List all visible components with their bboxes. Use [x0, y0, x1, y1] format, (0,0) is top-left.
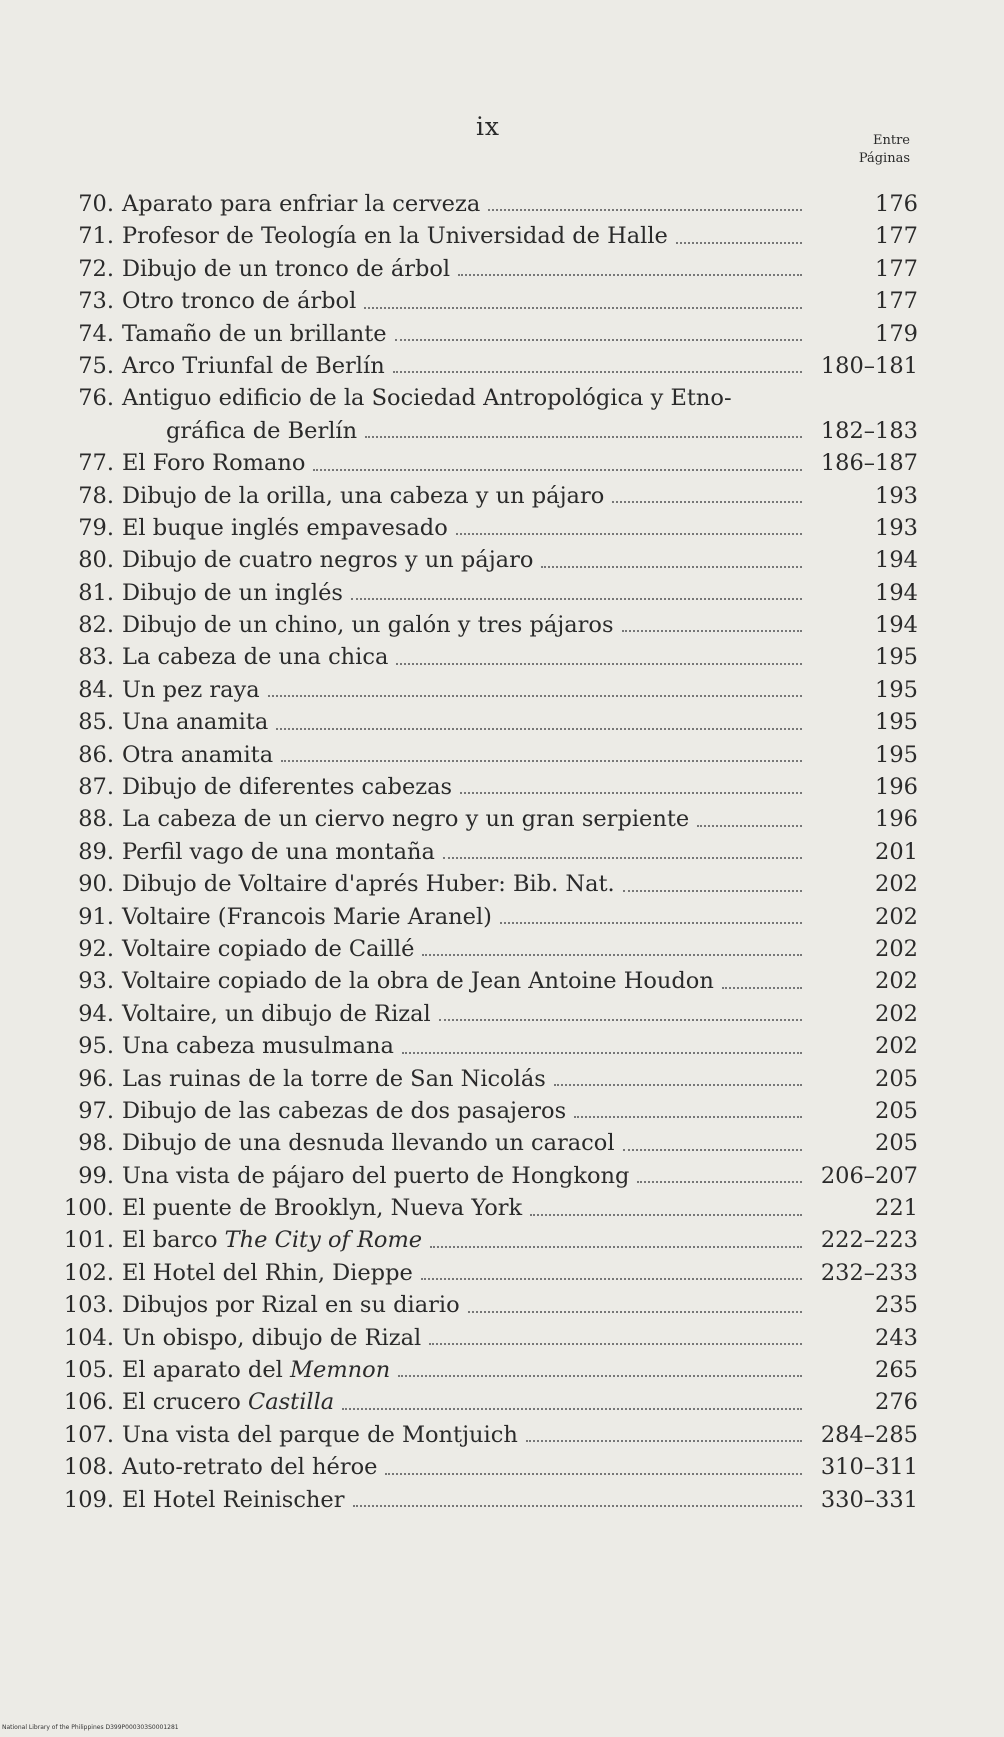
entry-title: Voltaire (Francois Marie Aranel)	[122, 903, 492, 930]
entry-page: 195	[875, 741, 918, 768]
leader-dots	[353, 1504, 803, 1507]
leader-dots	[554, 1083, 802, 1086]
entry-number: 77.	[78, 450, 114, 477]
entry-page: 222–223	[820, 1227, 918, 1254]
entry-title: gráfica de Berlín	[166, 417, 358, 444]
leader-dots	[396, 662, 802, 665]
entry-title: Dibujo de las cabezas de dos pasajeros	[122, 1097, 567, 1124]
list-item	[58, 544, 918, 576]
entry-page: 196	[875, 806, 918, 833]
leader-dots	[468, 1310, 802, 1313]
entry-number: 82.	[78, 612, 114, 639]
list-item	[58, 1386, 918, 1418]
leader-dots	[460, 791, 802, 794]
entry-page: 206–207	[820, 1162, 918, 1189]
entry-page: 202	[875, 1000, 918, 1027]
entry-number: 78.	[78, 482, 114, 509]
entry-title: El buque inglés empavesado	[122, 514, 448, 541]
entry-page: 195	[875, 709, 918, 736]
entry-page: 194	[875, 547, 918, 574]
entry-title: Dibujo de un tronco de árbol	[122, 255, 451, 282]
entry-number: 86.	[78, 741, 114, 768]
entry-title: Las ruinas de la torre de San Nicolás	[122, 1065, 546, 1092]
entry-number: 81.	[78, 579, 114, 606]
entry-title: Dibujo de Voltaire d'aprés Huber: Bib. Nat.	[122, 871, 615, 898]
entry-page: 182–183	[820, 417, 918, 444]
leader-dots	[385, 1472, 802, 1475]
italic-title: The City of Rome	[224, 1227, 423, 1254]
leader-dots	[637, 1180, 802, 1183]
leader-dots	[612, 500, 802, 503]
list-item	[58, 771, 918, 803]
entry-page: 232–233	[820, 1259, 918, 1286]
leader-dots	[526, 1439, 802, 1442]
leader-dots	[393, 370, 802, 373]
entry-title: Otra anamita	[122, 741, 274, 768]
entry-title: Un pez raya	[122, 676, 260, 703]
list-item	[58, 1160, 918, 1192]
entry-number: 103.	[63, 1292, 114, 1319]
entry-page: 202	[875, 935, 918, 962]
entry-title: El crucero Castilla	[122, 1389, 335, 1416]
entry-page: 195	[875, 676, 918, 703]
entry-number: 100.	[63, 1195, 114, 1222]
entry-page: 201	[875, 838, 918, 865]
list-item	[58, 1289, 918, 1321]
entry-title: Dibujo de un chino, un galón y tres pájaros	[122, 612, 614, 639]
entry-page: 330–331	[820, 1486, 918, 1513]
leader-dots	[697, 824, 802, 827]
entry-title: Una vista del parque de Montjuich	[122, 1421, 518, 1448]
leader-dots	[351, 597, 802, 600]
italic-title: Castilla	[248, 1389, 335, 1416]
entry-page: 180–181	[820, 352, 918, 379]
entry-title: Auto-retrato del héroe	[122, 1454, 378, 1481]
leader-dots	[722, 986, 802, 989]
list-item	[58, 480, 918, 512]
entry-page: 205	[875, 1130, 918, 1157]
entry-page: 205	[875, 1065, 918, 1092]
entry-title: La cabeza de un ciervo negro y un gran serpiente	[122, 806, 690, 833]
entry-title: Dibujo de cuatro negros y un pájaro	[122, 547, 534, 574]
leader-dots	[429, 1342, 802, 1345]
italic-title: Memnon	[289, 1357, 391, 1384]
leader-dots	[395, 338, 802, 341]
list-item	[58, 998, 918, 1030]
entry-page: 310–311	[820, 1454, 918, 1481]
entry-title: Una anamita	[122, 709, 269, 736]
leader-dots	[430, 1245, 802, 1248]
leader-dots	[676, 241, 802, 244]
list-item	[58, 609, 918, 641]
entry-page: 221	[875, 1195, 918, 1222]
entry-page: 235	[875, 1292, 918, 1319]
entry-page: 202	[875, 1033, 918, 1060]
entry-number: 93.	[78, 968, 114, 995]
list-item	[58, 382, 918, 414]
entry-title: Voltaire, un dibujo de Rizal	[122, 1000, 431, 1027]
entry-number: 75.	[78, 352, 114, 379]
page-number: ix	[475, 112, 501, 141]
entry-number: 104.	[63, 1324, 114, 1351]
leader-dots	[458, 273, 802, 276]
entry-number: 102.	[63, 1259, 114, 1286]
list-item	[58, 641, 918, 673]
entry-page: 177	[875, 255, 918, 282]
entry-title: La cabeza de una chica	[122, 644, 389, 671]
entry-page: 194	[875, 612, 918, 639]
entry-page: 177	[875, 223, 918, 250]
list-item	[58, 706, 918, 738]
leader-dots	[365, 435, 802, 438]
entry-page: 202	[875, 903, 918, 930]
leader-dots	[402, 1051, 802, 1054]
entry-number: 90.	[78, 871, 114, 898]
source-stamp: National Library of the Philippines D399P000303S0001281	[2, 1724, 179, 1731]
column-header	[790, 132, 910, 168]
list-item	[58, 1419, 918, 1451]
entry-title: Otro tronco de árbol	[122, 288, 357, 315]
leader-dots	[276, 727, 802, 730]
leader-dots	[313, 468, 802, 471]
entry-number: 79.	[78, 514, 114, 541]
leader-dots	[421, 1277, 802, 1280]
entry-title: El Hotel del Rhin, Dieppe	[122, 1259, 413, 1286]
list-item	[58, 674, 918, 706]
list-item	[58, 1063, 918, 1095]
leader-dots	[342, 1407, 802, 1410]
leader-dots	[541, 565, 802, 568]
list-item	[58, 1192, 918, 1224]
entry-number: 95.	[78, 1033, 114, 1060]
list-item	[58, 415, 918, 447]
entry-number: 89.	[78, 838, 114, 865]
list-item	[58, 1484, 918, 1516]
entry-number: 83.	[78, 644, 114, 671]
illustration-list	[58, 188, 918, 1516]
entry-page: 202	[875, 968, 918, 995]
entry-number: 84.	[78, 676, 114, 703]
entry-title: Tamaño de un brillante	[122, 320, 387, 347]
list-item	[58, 1095, 918, 1127]
entry-title: Una vista de pájaro del puerto de Hongkong	[122, 1162, 630, 1189]
entry-number: 85.	[78, 709, 114, 736]
entry-title: El Hotel Reinischer	[122, 1486, 345, 1513]
entry-title: Dibujo de la orilla, una cabeza y un pájaro	[122, 482, 605, 509]
leader-dots	[398, 1374, 802, 1377]
entry-page: 202	[875, 871, 918, 898]
leader-dots	[530, 1213, 802, 1216]
list-item	[58, 1451, 918, 1483]
entry-number: 97.	[78, 1097, 114, 1124]
entry-number: 74.	[78, 320, 114, 347]
entry-number: 96.	[78, 1065, 114, 1092]
entry-number: 109.	[63, 1486, 114, 1513]
entry-page: 177	[875, 288, 918, 315]
leader-dots	[281, 759, 802, 762]
entry-title: Voltaire copiado de la obra de Jean Antoine Houdon	[122, 968, 714, 995]
entry-number: 88.	[78, 806, 114, 833]
list-item	[58, 188, 918, 220]
list-item	[58, 739, 918, 771]
entry-number: 94.	[78, 1000, 114, 1027]
entry-page: 265	[875, 1357, 918, 1384]
list-item	[58, 965, 918, 997]
entry-title: Antiguo edificio de la Sociedad Antropológica y Etno-	[122, 385, 732, 412]
column-header-line-1: Entre	[873, 133, 910, 148]
list-item	[58, 253, 918, 285]
entry-page: 176	[875, 190, 918, 217]
entry-number: 106.	[63, 1389, 114, 1416]
entry-title: Profesor de Teología en la Universidad de Halle	[122, 223, 668, 250]
leader-dots	[364, 306, 802, 309]
list-item	[58, 901, 918, 933]
list-item	[58, 220, 918, 252]
list-item	[58, 1127, 918, 1159]
entry-number: 107.	[63, 1421, 114, 1448]
entry-page: 179	[875, 320, 918, 347]
entry-number: 71.	[78, 223, 114, 250]
entry-page: 186–187	[820, 450, 918, 477]
entry-number: 108.	[63, 1454, 114, 1481]
entry-number: 105.	[63, 1357, 114, 1384]
entry-number: 87.	[78, 774, 114, 801]
entry-page: 194	[875, 579, 918, 606]
list-item	[58, 803, 918, 835]
leader-dots	[623, 889, 802, 892]
leader-dots	[623, 1148, 802, 1151]
list-item	[58, 868, 918, 900]
leader-dots	[574, 1115, 802, 1118]
leader-dots	[488, 208, 802, 211]
entry-page: 195	[875, 644, 918, 671]
entry-page: 276	[875, 1389, 918, 1416]
list-item	[58, 318, 918, 350]
entry-title: Dibujo de un inglés	[122, 579, 343, 606]
entry-number: 101.	[63, 1227, 114, 1254]
leader-dots	[456, 532, 802, 535]
list-item	[58, 577, 918, 609]
entry-page: 284–285	[820, 1421, 918, 1448]
column-header-line-2: Páginas	[858, 151, 910, 166]
list-item	[58, 933, 918, 965]
entry-title: Aparato para enfriar la cerveza	[122, 190, 481, 217]
list-item	[58, 836, 918, 868]
leader-dots	[422, 953, 802, 956]
list-item	[58, 1257, 918, 1289]
entry-number: 80.	[78, 547, 114, 574]
entry-title: Voltaire copiado de Caillé	[122, 935, 415, 962]
leader-dots	[622, 629, 802, 632]
list-item	[58, 1354, 918, 1386]
entry-title: El barco The City of Rome	[122, 1227, 423, 1254]
entry-title: Arco Triunfal de Berlín	[122, 352, 385, 379]
entry-title: Un obispo, dibujo de Rizal	[122, 1324, 422, 1351]
entry-title: Perfil vago de una montaña	[122, 838, 435, 865]
leader-dots	[500, 921, 802, 924]
entry-title: Dibujos por Rizal en su diario	[122, 1292, 460, 1319]
entry-number: 91.	[78, 903, 114, 930]
entry-title: El aparato del Memnon	[122, 1357, 391, 1384]
list-item	[58, 1225, 918, 1257]
entry-page: 193	[875, 482, 918, 509]
leader-dots	[439, 1018, 802, 1021]
entry-title: Una cabeza musulmana	[122, 1033, 394, 1060]
list-item	[58, 1030, 918, 1062]
entry-page: 196	[875, 774, 918, 801]
entry-title: Dibujo de diferentes cabezas	[122, 774, 453, 801]
entry-number: 98.	[78, 1130, 114, 1157]
entry-page: 193	[875, 514, 918, 541]
list-item	[58, 1322, 918, 1354]
entry-page: 243	[875, 1324, 918, 1351]
leader-dots	[443, 856, 802, 859]
entry-title: Dibujo de una desnuda llevando un caracol	[122, 1130, 615, 1157]
entry-number: 99.	[78, 1162, 114, 1189]
list-item	[58, 512, 918, 544]
entry-number: 76.	[78, 385, 114, 412]
list-item	[58, 285, 918, 317]
entry-title: El puente de Brooklyn, Nueva York	[122, 1195, 523, 1222]
entry-number: 92.	[78, 935, 114, 962]
list-item	[58, 447, 918, 479]
entry-number: 73.	[78, 288, 114, 315]
entry-number: 70.	[78, 190, 114, 217]
entry-number: 72.	[78, 255, 114, 282]
list-item	[58, 350, 918, 382]
entry-page: 205	[875, 1097, 918, 1124]
leader-dots	[268, 694, 802, 697]
entry-title: El Foro Romano	[122, 450, 306, 477]
